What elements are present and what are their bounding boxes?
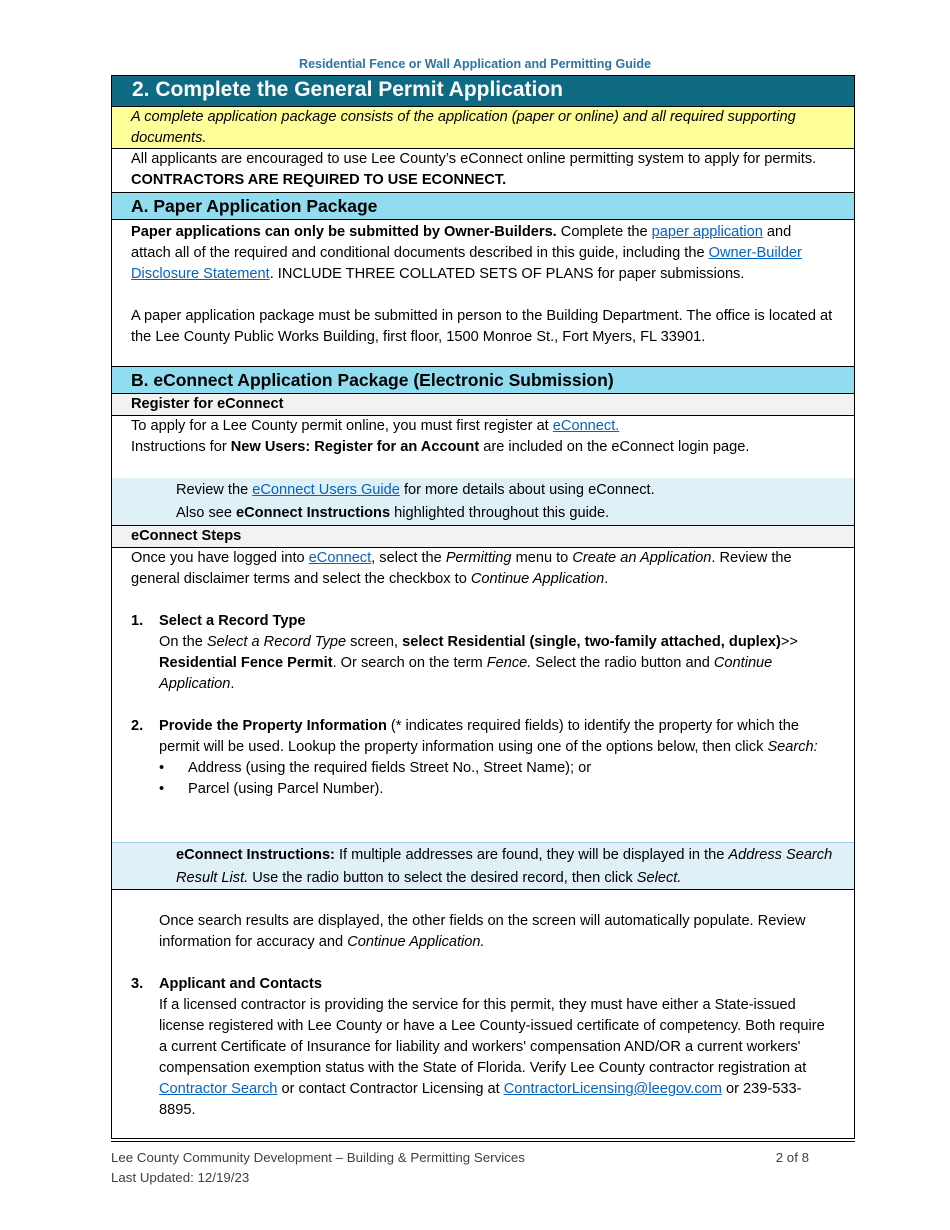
step-text: or 239-533-8895. xyxy=(159,1081,802,1118)
steps-text: Once you have logged into xyxy=(131,550,309,566)
step-text: . xyxy=(230,676,235,692)
econnect-register-link[interactable]: eConnect. xyxy=(552,418,620,434)
step-title: Provide the Property Information xyxy=(159,718,387,734)
instructions-line xyxy=(176,502,854,525)
register-text: Instructions for xyxy=(131,439,231,455)
users-guide-line xyxy=(176,479,854,502)
intro-text-bold: CONTRACTORS ARE REQUIRED TO USE ECONNECT. xyxy=(131,172,507,188)
instructions-text: highlighted throughout this guide. xyxy=(390,505,610,521)
note-bold: eConnect Instructions: xyxy=(176,847,335,863)
econnect-login-link[interactable]: eConnect xyxy=(308,550,372,566)
package-note: A complete application package consists of the application (paper or online) and all required supporting documents. xyxy=(112,107,854,149)
owner-builder-disclosure-link[interactable]: Owner-Builder Disclosure Statement xyxy=(131,245,802,282)
users-guide-note xyxy=(112,478,854,526)
step-text: or contact Contractor Licensing at xyxy=(277,1081,504,1097)
contractor-search-link[interactable]: Contractor Search xyxy=(159,1081,278,1097)
footer-updated: Last Updated: 12/19/23 xyxy=(111,1170,250,1185)
paper-paragraph-2: A paper application package must be submitted in person to the Building Department. The office is located at the Lee County Public Works Building, first floor, 1500 Monroe St., Fort Myers, FL 33901. xyxy=(131,308,833,345)
step-title: Applicant and Contacts xyxy=(159,976,322,992)
steps-body xyxy=(112,548,854,889)
step-italic: Select a Record Type xyxy=(206,634,347,650)
step-text: Once search results are displayed, the other fields on the screen will automatically populate. Review information for accuracy and xyxy=(159,913,806,950)
note-italic: Address Search Result List. xyxy=(176,847,833,886)
steps-text: . Review the general disclaimer terms and select the checkbox to xyxy=(131,550,792,587)
step-italic: Fence. xyxy=(486,655,532,671)
step-1-heading xyxy=(131,611,835,632)
econnect-users-guide-link[interactable]: eConnect Users Guide xyxy=(252,482,400,498)
list-item: • Address (using the required fields Street No., Street Name); or xyxy=(131,758,835,779)
step-italic: Continue Application. xyxy=(347,934,485,950)
register-text: To apply for a Lee County permit online, you must first register at xyxy=(131,418,553,434)
step-text: screen, xyxy=(346,634,403,650)
register-bold: New Users: Register for an Account xyxy=(230,439,480,455)
steps-text: . xyxy=(604,571,609,587)
intro-text xyxy=(112,149,854,193)
users-guide-text: Review the xyxy=(176,482,253,498)
steps-intro xyxy=(131,548,835,590)
list-item: • Parcel (using Parcel Number). xyxy=(131,779,835,800)
footer-org: Lee County Community Development – Building & Permitting Services xyxy=(111,1150,525,1165)
paper-text: and attach all of the required and conditional documents described in this guide, including the xyxy=(131,224,792,261)
steps-italic: Permitting xyxy=(445,550,512,566)
page-footer xyxy=(111,1141,855,1188)
note-text: If multiple addresses are found, they will be displayed in the xyxy=(334,847,729,863)
step-italic: Search: xyxy=(767,739,818,755)
step-bold: select Residential (single, two-family attached, duplex) xyxy=(402,634,781,650)
search-results-text xyxy=(131,911,835,953)
continued-steps xyxy=(112,890,854,1138)
step-2-heading xyxy=(131,716,835,758)
note-text: Use the radio button to select the desired record, then click xyxy=(248,870,637,886)
step-bold: Residential Fence Permit xyxy=(159,655,333,671)
step-italic: Continue Application xyxy=(159,655,773,692)
note-italic: Select. xyxy=(636,870,682,886)
content-frame xyxy=(111,75,855,1139)
paper-heading: A. Paper Application Package xyxy=(112,193,854,220)
steps-text: , select the xyxy=(371,550,446,566)
running-header: Residential Fence or Wall Application and Permitting Guide xyxy=(299,57,651,71)
paper-text: . INCLUDE THREE COLLATED SETS OF PLANS for paper submissions. xyxy=(269,266,745,282)
step-number: 1. xyxy=(131,613,144,629)
page-number: 2 of 8 xyxy=(775,1150,809,1165)
step-text: >> xyxy=(780,634,798,650)
paper-paragraph-1 xyxy=(131,222,835,285)
steps-italic: Create an Application xyxy=(572,550,712,566)
step-number: 2. xyxy=(131,718,144,734)
step-title: Select a Record Type xyxy=(159,613,306,629)
step-text: . Or search on the term xyxy=(332,655,487,671)
paper-body xyxy=(112,220,854,367)
address-instructions-note xyxy=(112,842,854,890)
step-3-heading xyxy=(131,974,835,995)
step-1-text xyxy=(131,632,835,695)
register-line-2 xyxy=(131,437,835,458)
step-text: If a licensed contractor is providing the service for this permit, they must have either a State-issued license registered with Lee County or have a Lee County-issued certificate of competency. Both require a current Certificate of Insurance for liability and workers' compensation AND/OR a current workers' compensation exemption status with the State of Florida. Verify Lee County contractor registration at xyxy=(159,997,825,1076)
bullet-text: Parcel (using Parcel Number). xyxy=(188,781,384,797)
instructions-bold: eConnect Instructions xyxy=(236,505,391,521)
step-text: Select the radio button and xyxy=(531,655,714,671)
econnect-heading: B. eConnect Application Package (Electronic Submission) xyxy=(112,367,854,394)
section-title: 2. Complete the General Permit Application xyxy=(112,76,854,107)
register-line-1 xyxy=(131,416,835,437)
intro-text-plain: All applicants are encouraged to use Lee County’s eConnect online permitting system to apply for permits. xyxy=(131,151,817,167)
register-heading: Register for eConnect xyxy=(112,394,854,416)
register-text: are included on the eConnect login page. xyxy=(479,439,750,455)
steps-text: menu to xyxy=(511,550,573,566)
step-text: (* indicates required fields) to identify the property for which the permit will be used. Lookup the property information using one of the options below, then click xyxy=(159,718,799,755)
steps-italic: Continue Application xyxy=(470,571,605,587)
bullet-text: Address (using the required fields Street No., Street Name); or xyxy=(188,760,592,776)
users-guide-text: for more details about using eConnect. xyxy=(399,482,655,498)
instructions-text: Also see xyxy=(176,505,237,521)
paper-text: Complete the xyxy=(556,224,652,240)
step-3-text xyxy=(131,995,835,1121)
step-text: On the xyxy=(159,634,207,650)
register-body xyxy=(112,416,854,478)
paper-bold-lead: Paper applications can only be submitted by Owner-Builders. xyxy=(131,224,557,240)
contractor-licensing-email-link[interactable]: ContractorLicensing@leegov.com xyxy=(503,1081,722,1097)
steps-heading: eConnect Steps xyxy=(112,526,854,548)
step-number: 3. xyxy=(131,976,144,992)
paper-application-link[interactable]: paper application xyxy=(651,224,763,240)
